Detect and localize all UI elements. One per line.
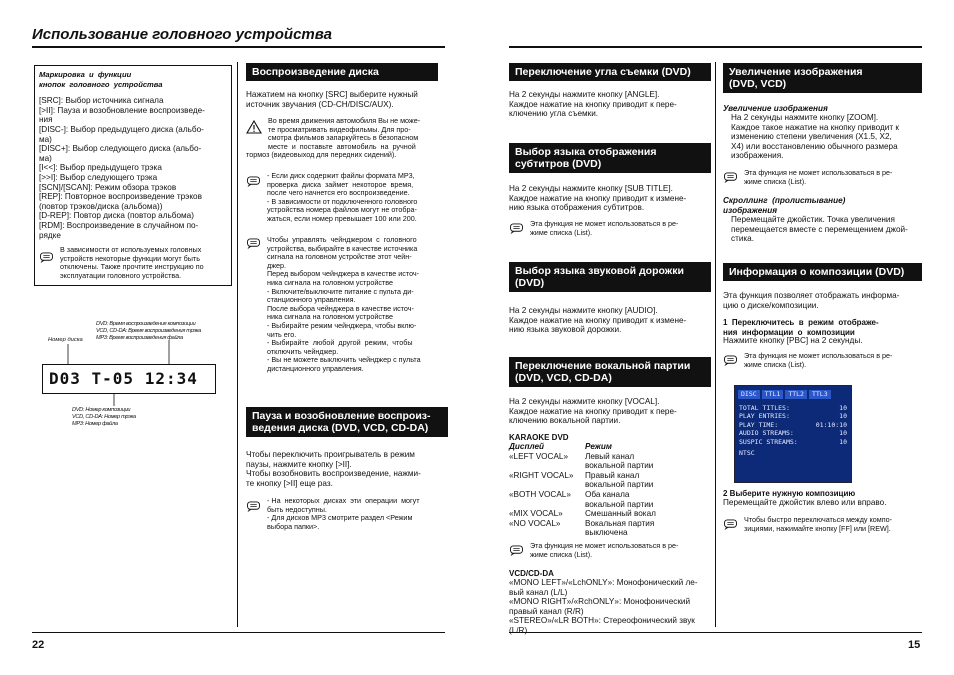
row-display: «BOTH VOCAL»	[509, 489, 571, 499]
screen-tab: TTL2	[785, 390, 807, 399]
zoom-text: На 2 секунды нажмите кнопку [ZOOM]. Каждое такое нажатие на кнопку приводит к изменению степени увеличения (X1.5, X2, X4) или восстановлению обычного размера изображения.	[731, 113, 899, 161]
screen-tab: DISC	[738, 390, 760, 399]
memo-icon	[723, 519, 738, 530]
screen-footer: NTSC	[739, 449, 755, 457]
playback-warning: Во время движения автомобиля Вы не може- те просматривать видеофильмы. Для про- смотра фильмов запаркуйтесь в безопасном месте и поставьте автомобиль на ручной тормоз (видеовыход для передних сидений).	[246, 116, 421, 160]
info-step2-text: Перемещайте джойстик влево или вправо.	[723, 498, 887, 507]
row-display: «RIGHT VOCAL»	[509, 470, 574, 480]
info-screen	[734, 385, 852, 483]
col-display: Дисплей	[509, 442, 545, 451]
marking-box	[34, 65, 232, 286]
diagram-top-labels: DVD: Время воспроизведения композиции VCD, CD-DA: Время воспроизведения трэка MP3: Время воспроизведения файла	[96, 321, 201, 341]
zoom-subheading: Увеличение изображения	[723, 104, 828, 113]
row-display: «MIX VOCAL»	[509, 509, 563, 519]
info-heading: Информация о композиции (DVD)	[723, 263, 922, 281]
subtitle-text: На 2 секунды нажмите кнопку [SUB TITLE]. Каждое нажатие на кнопку приводит к измене- нию языка отображения субтитров.	[509, 184, 687, 213]
subtitle-heading: Выбор языка отображения субтитров (DVD)	[509, 143, 711, 173]
info-text: Эта функция позволяет отображать информа- цию о диске/композиции.	[723, 291, 900, 310]
vcd-title: VCD/CD-DA	[509, 569, 554, 578]
vocal-note: Эта функция не может использоваться в ре- жиме списка (List).	[509, 542, 678, 559]
vocal-heading: Переключение вокальной партии (DVD, VCD, CD-DA)	[509, 357, 711, 387]
subtitle-note: Эта функция не может использоваться в ре- жиме списка (List).	[509, 220, 678, 237]
page-title: Использование головного устройства	[32, 26, 332, 43]
angle-text: На 2 секунды нажмите кнопку [ANGLE]. Каждое нажатие на кнопку приводит к пере- ключению угла съемки.	[509, 90, 677, 119]
karaoke-table	[509, 442, 709, 538]
row-display: «NO VOCAL»	[509, 518, 561, 528]
audio-text: На 2 секунды нажмите кнопку [AUDIO]. Каждое нажатие на кнопку приводит к измене- нию языка звуковой дорожки.	[509, 306, 687, 335]
scroll-text: Перемещайте джойстик. Точка увеличения перемещается вместе с перемещением джой- стика.	[731, 215, 908, 244]
pause-note: - На некоторых дисках эти операции могут быть недоступны. - Для дисков MP3 смотрите раздел <Режим выбора папки>.	[246, 497, 442, 531]
pause-text: Чтобы переключить проигрыватель в режим паузы, нажмите кнопку [>II]. Чтобы возобновить воспроизведение, нажми- те кнопку [>II] еще раз.	[246, 450, 421, 488]
memo-icon	[723, 172, 738, 183]
pause-heading: Пауза и возобновление воспроиз- ведения диска (DVD, VCD, CD-DA)	[246, 407, 448, 437]
screen-tab: TTL3	[809, 390, 831, 399]
marking-heading: Маркировка и функции кнопок головного устройства	[39, 70, 163, 89]
col-mode: Режим	[585, 442, 612, 451]
zoom-note: Эта функция не может использоваться в ре- жиме списка (List).	[723, 169, 892, 186]
display-readout: D03 T-05 12:34	[42, 364, 216, 394]
info-step2-title: 2 Выберите нужную композицию	[723, 489, 856, 498]
memo-icon	[246, 501, 261, 512]
row-mode: Правый канал вокальной партии	[585, 470, 654, 490]
page-number-right: 15	[908, 639, 921, 651]
vocal-text: На 2 секунды нажмите кнопку [VOCAL]. Каждое нажатие на кнопку приводит к пере- ключению вокальной партии.	[509, 397, 677, 426]
memo-icon	[723, 355, 738, 366]
audio-heading: Выбор языка звуковой дорожки (DVD)	[509, 262, 711, 292]
memo-icon	[246, 176, 261, 187]
row-mode: Оба канала вокальной партии	[585, 489, 654, 509]
diagram-bottom-labels: DVD: Номер композиции VCD, CD-DA: Номер трэка MP3: Номер файла	[72, 407, 136, 427]
memo-icon	[39, 252, 54, 263]
row-mode: Левый канал вокальной партии	[585, 451, 654, 471]
karaoke-title: KARAOKE DVD	[509, 433, 569, 442]
marking-list: [SRC]: Выбор источника сигнала [>II]: Пауза и возобновление воспроизведе- ния [DISC-]: Выбор предыдущего диска (альбо- ма) [DISC+]: Выбор следующего диска (альбо- ма) [I<<]: Выбор предыдущего трэка [>>I]: Выбор следующего трэка [SCN]/[SCAN]: Режим обзора трэков [REP]: Повторное воспроизведение трэков (повтор трэков/диска (альбома)) [D-REP]: Повтор диска (повтор альбома) [RDM]: Воспроизведение в случайном по- рядке	[39, 96, 205, 240]
vcd-lines: «MONO LEFT»/«LchONLY»: Монофонический ле- вый канал (L/L) «MONO RIGHT»/«RchONLY»: Монофонический правый канал (R/R) «STEREO»/«LR BOTH»: Стереофонический звук (L/R)	[509, 578, 698, 635]
bottom-rule-left	[32, 632, 445, 633]
memo-icon	[246, 238, 261, 249]
marking-note: В зависимости от используемых головных устройств некоторые функции могут быть отключены. Также прочтите инструкцию по эксплуатации головного устройства.	[39, 246, 227, 280]
row-mode: Смешанный вокал	[585, 509, 656, 519]
playback-heading: Воспроизведение диска	[246, 63, 438, 81]
row-display: «LEFT VOCAL»	[509, 451, 569, 461]
screen-row: PLAY ENTRIES: 10	[739, 412, 847, 420]
info-note2: Чтобы быстро переключаться между компо- зициями, нажимайте кнопку [FF] или [REW].	[723, 516, 892, 533]
column-divider-right	[715, 62, 716, 627]
screen-row: PLAY TIME: 01:10:10	[739, 420, 847, 429]
info-note1: Эта функция не может использоваться в ре- жиме списка (List).	[723, 352, 892, 369]
playback-note2: Чтобы управлять чейнджером с головного устройства, выбирайте в качестве источника сигнала на головном устройстве этот чейн- джер. Перед выбором чейнджера в качестве источ- ника сигнала на головном устройстве - Включите/выключите питание с пульта ди- станционного управления. После выбора чейнджера в качестве источ- ника сигнала на головном устройстве - Выбирайте режим чейнджера, чтобы вклю- чить его. - Выбирайте любой другой режим, чтобы отключить чейнджер. - Вы не можете выключить чейнджер с пульта дистанционного управления.	[246, 236, 442, 374]
page-number-left: 22	[32, 639, 45, 651]
playback-intro: Нажатием на кнопку [SRC] выберите нужный источник звучания (CD-CH/DISC/AUX).	[246, 90, 418, 109]
info-step1-text: Нажмите кнопку [PBC] на 2 секунды.	[723, 336, 863, 345]
top-rule-right	[509, 46, 922, 48]
diagram-label-disc: Номер диска	[48, 337, 83, 343]
info-step1-title: 1 Переключитесь в режим отображе- ния информации о композиции	[723, 318, 879, 337]
scroll-subheading: Скроллинг (пролистывание) изображения	[723, 196, 846, 215]
row-mode: Вокальная партия выключена	[585, 518, 655, 538]
memo-icon	[509, 545, 524, 556]
angle-heading: Переключение угла съемки (DVD)	[509, 63, 711, 81]
screen-row: AUDIO STREAMS: 10	[739, 429, 847, 437]
screen-row: TOTAL TITLES: 10	[739, 403, 847, 412]
screen-row: SUSPIC STREAMS: 10	[739, 437, 847, 446]
top-rule-left	[32, 46, 445, 48]
screen-tab: TTL1	[762, 390, 784, 399]
zoom-heading: Увеличение изображения (DVD, VCD)	[723, 63, 922, 93]
memo-icon	[509, 223, 524, 234]
playback-note1: - Если диск содержит файлы формата MP3, проверка диска займет некоторое время, после чего начнется его воспроизведение. - В зависимости от подключенного головного устройства номера файлов могут не отобра- жаться, если номер превышает 100 или 200.	[246, 172, 442, 224]
